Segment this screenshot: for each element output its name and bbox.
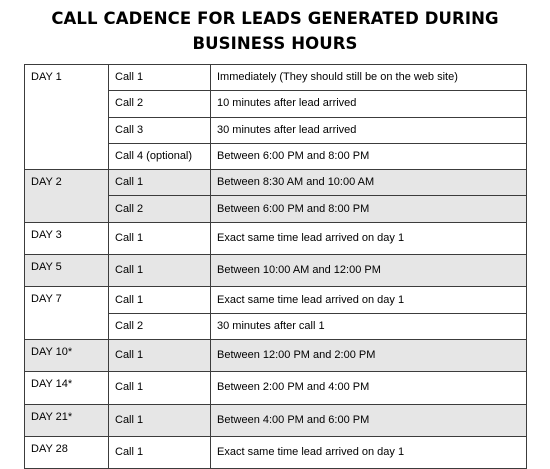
call-cell: Call 1 (109, 255, 211, 287)
table-row (25, 404, 527, 436)
time-cell: Between 4:00 PM and 6:00 PM (211, 404, 527, 436)
day-cell: DAY 1 (25, 65, 109, 170)
page-title (0, 6, 550, 56)
day-cell: DAY 21* (25, 404, 109, 436)
table-row (25, 170, 527, 196)
call-cadence-table (24, 64, 527, 469)
table-row (25, 339, 527, 371)
time-cell: 30 minutes after lead arrived (211, 117, 527, 143)
table-row (25, 372, 527, 404)
time-cell: Between 12:00 PM and 2:00 PM (211, 339, 527, 371)
time-cell: Between 10:00 AM and 12:00 PM (211, 255, 527, 287)
call-cell: Call 1 (109, 436, 211, 468)
day-cell: DAY 5 (25, 255, 109, 287)
time-cell: Exact same time lead arrived on day 1 (211, 436, 527, 468)
table-row (25, 222, 527, 254)
call-cell: Call 2 (109, 313, 211, 339)
day-cell: DAY 3 (25, 222, 109, 254)
call-cell: Call 1 (109, 404, 211, 436)
title-line-1: CALL CADENCE FOR LEADS GENERATED DURING (51, 9, 499, 28)
call-cell: Call 1 (109, 65, 211, 91)
time-cell: Between 2:00 PM and 4:00 PM (211, 372, 527, 404)
time-cell: Between 6:00 PM and 8:00 PM (211, 196, 527, 222)
call-cell: Call 1 (109, 222, 211, 254)
day-cell: DAY 28 (25, 436, 109, 468)
call-cell: Call 2 (109, 196, 211, 222)
table-row (25, 65, 527, 91)
table-row (25, 287, 527, 313)
day-cell: DAY 7 (25, 287, 109, 340)
time-cell: 30 minutes after call 1 (211, 313, 527, 339)
day-cell: DAY 10* (25, 339, 109, 371)
time-cell: Between 8:30 AM and 10:00 AM (211, 170, 527, 196)
time-cell: Immediately (They should still be on the web site) (211, 65, 527, 91)
day-cell: DAY 14* (25, 372, 109, 404)
call-cell: Call 3 (109, 117, 211, 143)
time-cell: Between 6:00 PM and 8:00 PM (211, 143, 527, 169)
call-cell: Call 1 (109, 287, 211, 313)
call-cell: Call 1 (109, 170, 211, 196)
table-row (25, 255, 527, 287)
time-cell: Exact same time lead arrived on day 1 (211, 222, 527, 254)
day-cell: DAY 2 (25, 170, 109, 223)
time-cell: 10 minutes after lead arrived (211, 91, 527, 117)
call-cell: Call 1 (109, 372, 211, 404)
call-cell: Call 4 (optional) (109, 143, 211, 169)
time-cell: Exact same time lead arrived on day 1 (211, 287, 527, 313)
table-row (25, 436, 527, 468)
title-line-2: BUSINESS HOURS (192, 34, 358, 53)
call-cell: Call 1 (109, 339, 211, 371)
call-cell: Call 2 (109, 91, 211, 117)
